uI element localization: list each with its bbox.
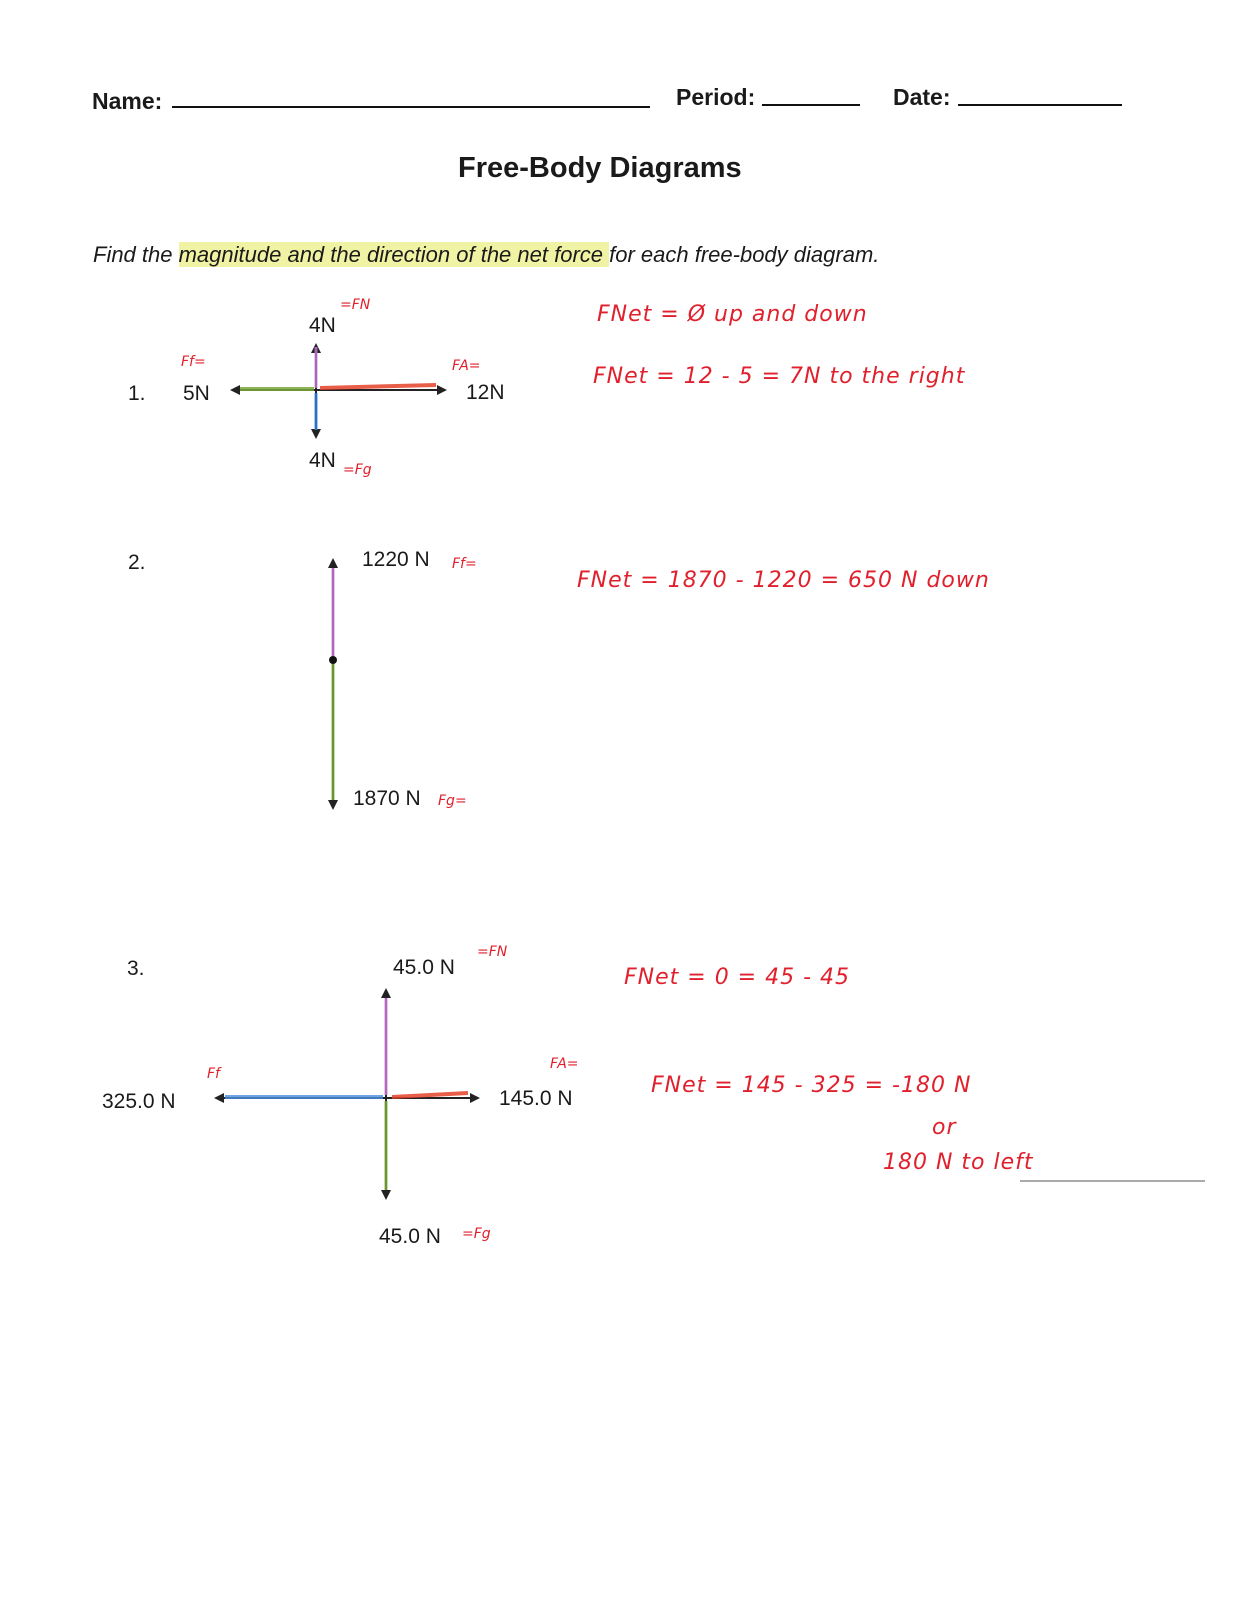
problem-1-diagram bbox=[232, 345, 445, 437]
p1-left-force: 5N bbox=[183, 382, 210, 405]
p1-left-annotation: Ff= bbox=[181, 354, 206, 370]
problem-1-number: 1. bbox=[128, 382, 146, 405]
p3-answer-3: or bbox=[932, 1115, 957, 1140]
p2-up-force: 1220 N bbox=[362, 548, 430, 571]
p3-right-overlay bbox=[392, 1093, 468, 1097]
page-title: Free-Body Diagrams bbox=[458, 152, 742, 184]
p3-right-annotation: FA= bbox=[550, 1056, 579, 1072]
p1-right-annotation: FA= bbox=[452, 358, 481, 374]
p3-answer-4: 180 N to left bbox=[883, 1150, 1034, 1175]
p3-up-annotation: =FN bbox=[477, 944, 508, 960]
p3-down-force: 45.0 N bbox=[379, 1225, 441, 1248]
p3-up-force: 45.0 N bbox=[393, 956, 455, 979]
p1-down-force: 4N bbox=[309, 449, 336, 472]
p3-answer-2: FNet = 145 - 325 = -180 N bbox=[651, 1073, 972, 1098]
period-label: Period: bbox=[676, 84, 756, 110]
instructions-before: Find the bbox=[93, 242, 179, 267]
p1-up-force: 4N bbox=[309, 314, 336, 337]
p2-down-force: 1870 N bbox=[353, 787, 421, 810]
date-label: Date: bbox=[893, 84, 951, 110]
p1-up-annotation: =FN bbox=[340, 297, 371, 313]
p3-left-annotation: Ff bbox=[207, 1066, 220, 1082]
p3-left-force: 325.0 N bbox=[102, 1090, 176, 1113]
p2-answer-1: FNet = 1870 - 1220 = 650 N down bbox=[577, 568, 990, 593]
p2-up-annotation: Ff= bbox=[452, 556, 477, 572]
instructions-after: for each free-body diagram. bbox=[609, 242, 880, 267]
p1-right-overlay bbox=[320, 385, 436, 388]
p1-answer-2: FNet = 12 - 5 = 7N to the right bbox=[593, 364, 966, 389]
problem-2-diagram bbox=[329, 560, 337, 808]
p1-down-annotation: =Fg bbox=[343, 462, 372, 478]
p3-down-annotation: =Fg bbox=[462, 1226, 491, 1242]
problem-2-number: 2. bbox=[128, 551, 146, 574]
p1-right-force: 12N bbox=[466, 381, 505, 404]
problem-3-number: 3. bbox=[127, 957, 145, 980]
p3-answer-1: FNet = 0 = 45 - 45 bbox=[624, 965, 851, 990]
problem-3-diagram bbox=[216, 990, 478, 1198]
p2-down-annotation: Fg= bbox=[438, 793, 467, 809]
instructions-highlight: magnitude and the direction of the net force bbox=[178, 242, 610, 267]
p1-answer-1: FNet = Ø up and down bbox=[597, 302, 868, 327]
p2-body-point bbox=[329, 656, 337, 664]
name-label: Name: bbox=[92, 88, 163, 114]
p3-right-force: 145.0 N bbox=[499, 1087, 573, 1110]
